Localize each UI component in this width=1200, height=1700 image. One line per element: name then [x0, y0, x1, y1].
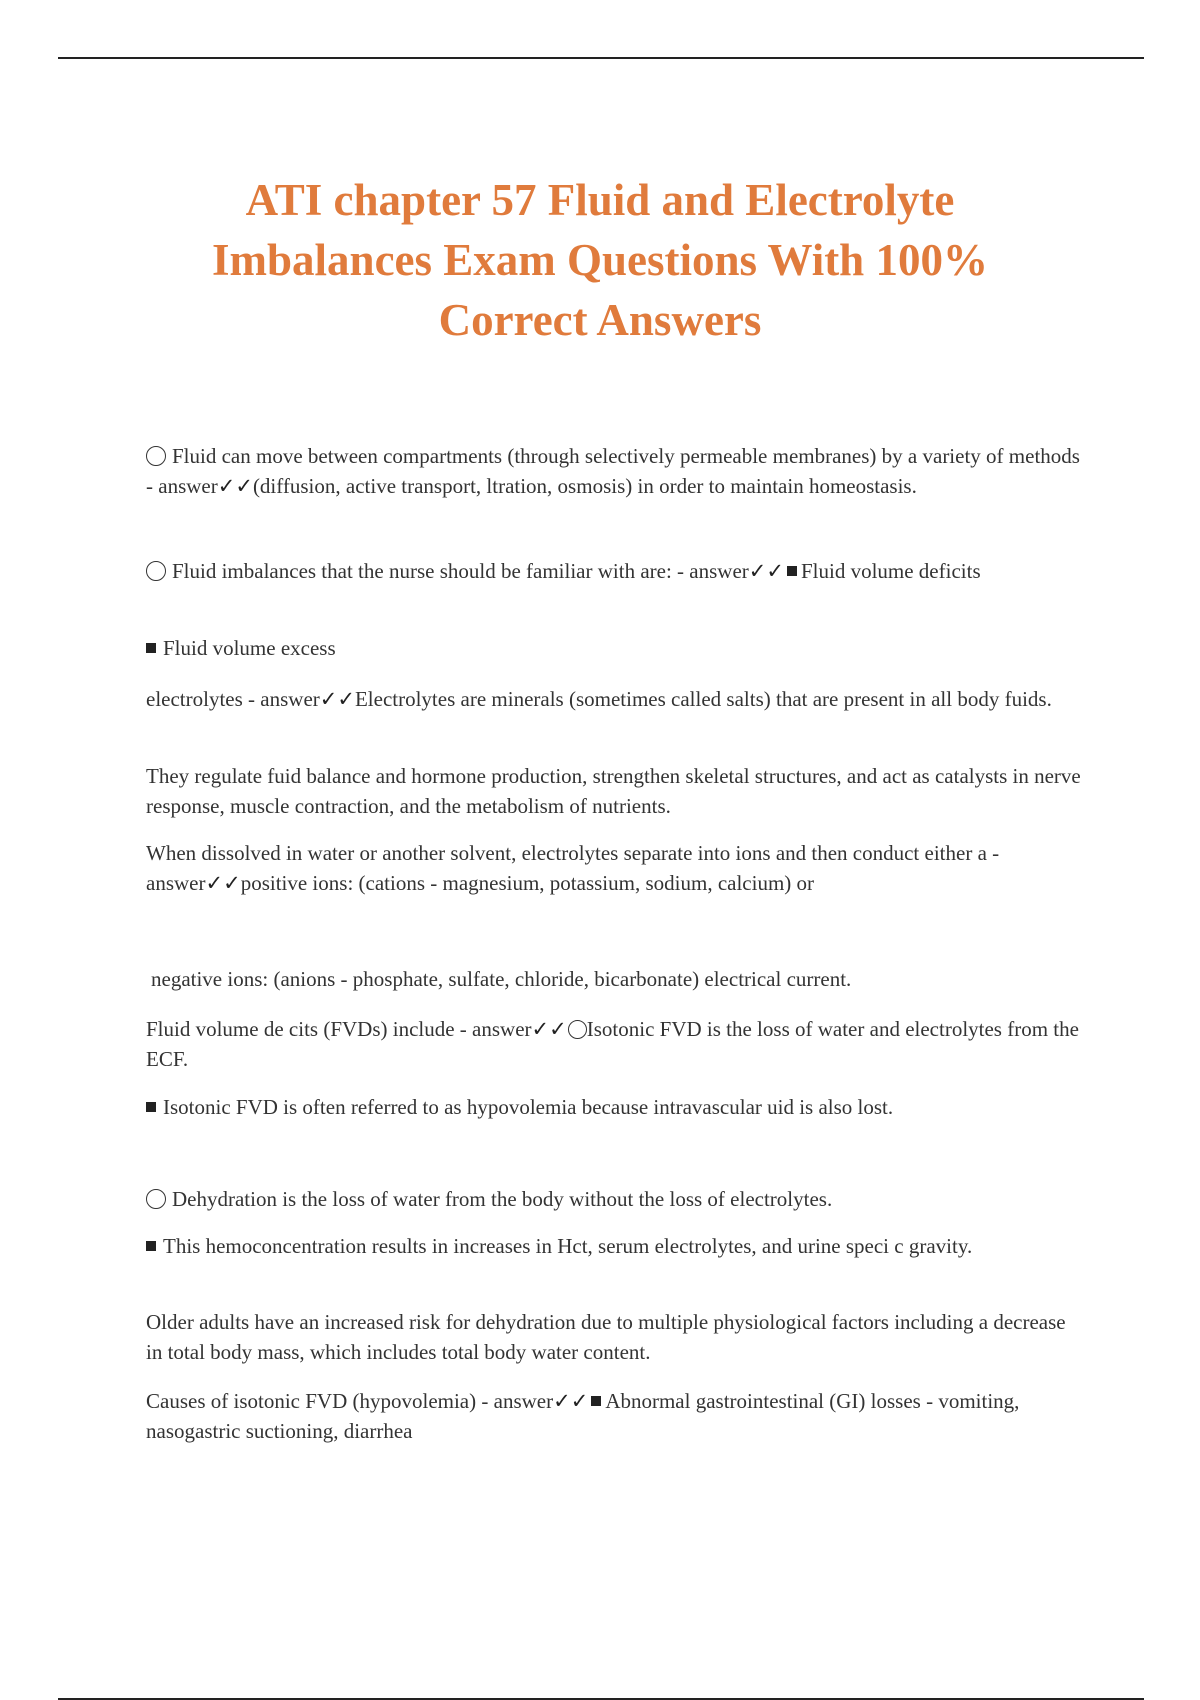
paragraph-electrolytes: electrolytes - answer✓✓Electrolytes are minerals (sometimes called salts) that are present in all body fuids. [146, 687, 1052, 711]
document-title: ATI chapter 57 Fluid and Electrolyte Imbalances Exam Questions With 100% Correct Answers [212, 175, 988, 345]
double-check-icon: ✓✓ [319, 687, 355, 711]
double-check-icon: ✓✓ [531, 1017, 567, 1041]
paragraph-regulation: They regulate fuid balance and hormone production, strengthen skeletal structures, and act as catalysts in nerve response, muscle contraction, and the metabolism of nutrients. [146, 764, 1081, 818]
square-bullet-icon [146, 1102, 156, 1112]
double-check-icon: ✓✓ [217, 474, 253, 498]
paragraph-fluid-excess: Fluid volume excess [146, 633, 1082, 663]
circle-bullet-icon [146, 446, 166, 466]
paragraph-causes: Causes of isotonic FVD (hypovolemia) - answer✓✓ Abnormal gastrointestinal (GI) losses - vomiting, nasogastric suctioning, diarrhea [146, 1389, 1020, 1443]
paragraph-dehydration: Dehydration is the loss of water from the body without the loss of electrolytes. [146, 1184, 1082, 1214]
paragraph-negative-ions: negative ions: (anions - phosphate, sulfate, chloride, bicarbonate) electrical current. [151, 967, 852, 991]
square-bullet-icon [146, 1241, 156, 1251]
paragraph-hypovolemia: Isotonic FVD is often referred to as hypovolemia because intravascular uid is also lost. [146, 1092, 1082, 1122]
circle-bullet-icon [146, 1189, 166, 1209]
square-bullet-icon [787, 566, 797, 576]
paragraph-hemoconcentration: This hemoconcentration results in increases in Hct, serum electrolytes, and urine speci c gravity. [146, 1231, 1082, 1261]
double-check-icon: ✓✓ [748, 559, 784, 583]
document-body [146, 0, 1082, 1700]
circle-bullet-icon [568, 1020, 587, 1039]
square-bullet-icon [591, 1396, 601, 1406]
double-check-icon: ✓✓ [553, 1389, 589, 1413]
paragraph-fluid-imbalances: Fluid imbalances that the nurse should be familiar with are: - answer✓✓ Fluid volume deficits [146, 556, 1082, 586]
square-bullet-icon [146, 643, 156, 653]
double-check-icon: ✓✓ [205, 871, 241, 895]
paragraph-fvd-include: Fluid volume de cits (FVDs) include - answer✓✓ Isotonic FVD is the loss of water and electrolytes from the ECF. [146, 1017, 1079, 1071]
paragraph-fluid-movement: Fluid can move between compartments (through selectively permeable membranes) by a variety of methods - answer✓✓(diffusion, active transport, ltration, osmosis) in order to maintain homeostasis. [146, 444, 1080, 498]
paragraph-older-adults: Older adults have an increased risk for dehydration due to multiple physiological factors including a decrease in total body mass, which includes total body water content. [146, 1310, 1066, 1364]
circle-bullet-icon [146, 561, 166, 581]
paragraph-dissolved: When dissolved in water or another solvent, electrolytes separate into ions and then conduct either a - answer✓✓positive ions: (cations - magnesium, potassium, sodium, calcium) or [146, 841, 1000, 895]
